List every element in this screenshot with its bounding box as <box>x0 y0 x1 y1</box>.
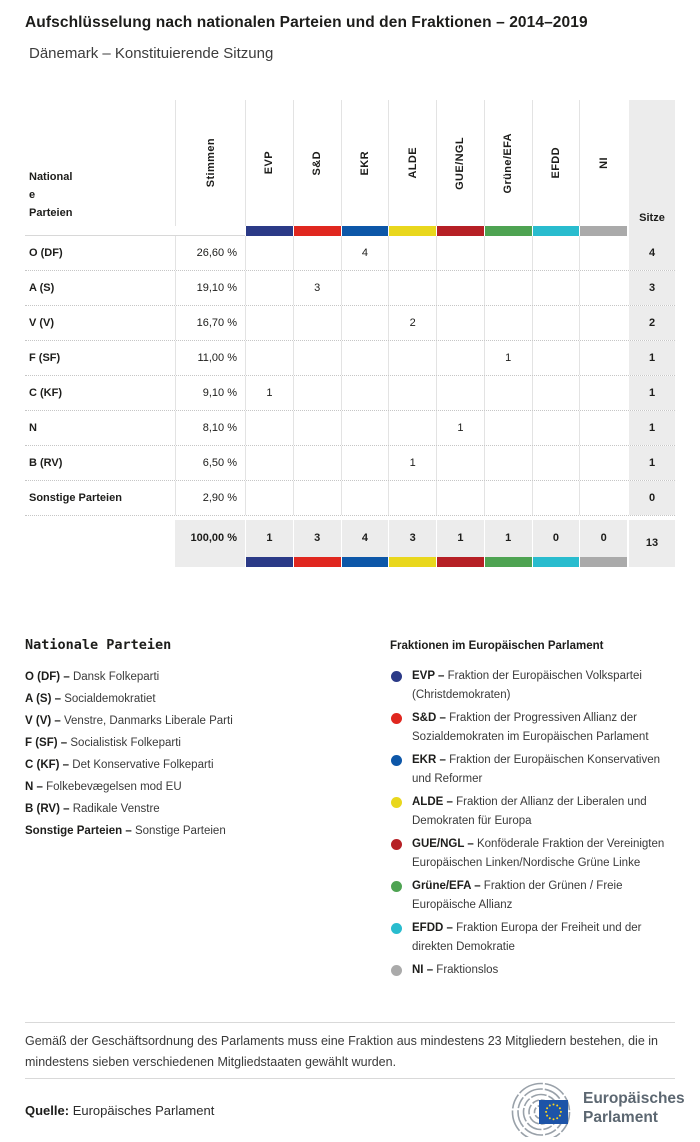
total-value: 4 <box>361 532 368 544</box>
seats-cell: 4 <box>627 236 675 270</box>
seats-cell: 1 <box>627 411 675 445</box>
header-faction-sd: S&D <box>293 100 341 226</box>
logo-wordmark: Europäisches Parlament <box>583 1090 685 1126</box>
faction-seats-cell <box>484 306 532 340</box>
faction-seats-cell <box>579 306 627 340</box>
faction-seats-cell <box>532 341 580 375</box>
faction-seats-cell <box>532 236 580 270</box>
legend-party-item: C (KF) – Det Konservative Folkeparti <box>25 759 214 771</box>
parliament-hemicycle-icon <box>506 1079 578 1137</box>
page-subtitle: Dänemark – Konstituierende Sitzung <box>29 45 274 62</box>
divider <box>25 1022 675 1023</box>
header-national-parties-label: Nationale Parteien <box>29 171 73 219</box>
sd-color-dot <box>391 713 402 724</box>
faction-seats-cell: 3 <box>293 271 341 305</box>
faction-color-bar-ni <box>579 226 627 236</box>
guengl-color-dot <box>391 839 402 850</box>
seats-cell: 1 <box>627 341 675 375</box>
faction-seats-cell <box>245 341 293 375</box>
faction-seats-cell <box>388 341 436 375</box>
faction-seats-cell: 2 <box>388 306 436 340</box>
table-row <box>25 376 675 411</box>
party-name: C (KF) <box>29 387 62 399</box>
legend-faction-item: S&D – Fraktion der Progressiven Allianz der Sozialdemokraten im Europäischen Parlament <box>390 709 675 747</box>
faction-seats-cell <box>341 446 389 480</box>
faction-seats-cell <box>484 446 532 480</box>
total-votes-cell: 100,00 % <box>175 520 245 567</box>
party-name: F (SF) <box>29 352 61 364</box>
total-value: 1 <box>457 532 464 544</box>
header-faction-evp: EVP <box>245 100 293 226</box>
source-line <box>25 1103 214 1118</box>
source-value: Europäisches Parlament <box>72 1103 215 1118</box>
faction-seats-cell <box>388 236 436 270</box>
faction-seats-cell <box>579 376 627 410</box>
legend-party-item: Sonstige Parteien – Sonstige Parteien <box>25 825 226 837</box>
legend-faction-item: EFDD – Fraktion Europa der Freiheit und der direkten Demokratie <box>390 919 675 957</box>
faction-seats-cell <box>579 481 627 515</box>
table-header <box>25 100 675 236</box>
seats-cell: 3 <box>627 271 675 305</box>
faction-seats-cell: 1 <box>484 341 532 375</box>
faction-seats-cell <box>436 271 484 305</box>
faction-seats-cell <box>579 341 627 375</box>
faction-seats-cell <box>293 481 341 515</box>
votes-cell: 16,70 % <box>175 306 245 340</box>
legend-party-item: B (RV) – Radikale Venstre <box>25 803 160 815</box>
footnote: Gemäß der Geschäftsordnung des Parlaments muss eine Fraktion aus mindestens 23 Mitgliedern bestehen, die in mindestens sieben verschiedenen Mitgliedstaaten gewählt wurden. <box>25 1034 658 1069</box>
party-name: O (DF) <box>29 247 63 259</box>
total-value: 0 <box>600 532 607 544</box>
faction-seats-cell <box>484 376 532 410</box>
faction-color-bar-guengl <box>437 557 484 567</box>
faction-seats-cell <box>579 446 627 480</box>
faction-seats-cell <box>388 481 436 515</box>
faction-seats-cell <box>245 306 293 340</box>
faction-seats-cell <box>245 446 293 480</box>
faction-seats-cell <box>579 411 627 445</box>
faction-seats-cell: 4 <box>341 236 389 270</box>
faction-seats-cell <box>436 236 484 270</box>
votes-cell: 8,10 % <box>175 411 245 445</box>
faction-seats-cell: 1 <box>436 411 484 445</box>
faction-color-bar-efdd <box>532 226 580 236</box>
header-sitze: Sitze <box>627 100 675 236</box>
faction-color-bar-gruene-efa <box>485 557 532 567</box>
party-name: B (RV) <box>29 457 63 469</box>
faction-color-bar-ekr <box>342 557 389 567</box>
header-faction-efdd: EFDD <box>532 100 580 226</box>
faction-color-bar-ni <box>580 557 627 567</box>
legend-faction-item: GUE/NGL – Konföderale Fraktion der Vereinigten Europäischen Linken/Nordische Grüne Linke <box>390 835 675 873</box>
page-title: Aufschlüsselung nach nationalen Parteien und den Fraktionen – 2014–2019 <box>25 14 588 31</box>
header-faction-ni: NI <box>579 100 627 226</box>
faction-seats-cell <box>579 236 627 270</box>
legend-factions-heading: Fraktionen im Europäischen Parlament <box>390 640 604 652</box>
faction-seats-cell <box>341 306 389 340</box>
legend-factions <box>390 637 675 984</box>
legend-faction-item: EKR – Fraktion der Europäischen Konservativen und Reformer <box>390 751 675 789</box>
total-faction-cell <box>436 520 484 567</box>
legend-faction-item: ALDE – Fraktion der Allianz der Liberalen und Demokraten für Europa <box>390 793 675 831</box>
header-faction-ekr: EKR <box>341 100 389 226</box>
faction-seats-cell <box>245 411 293 445</box>
total-faction-cell <box>388 520 436 567</box>
votes-cell: 11,00 % <box>175 341 245 375</box>
legend-party-item: F (SF) – Socialistisk Folkeparti <box>25 737 181 749</box>
faction-seats-cell <box>532 271 580 305</box>
total-faction-cell <box>484 520 532 567</box>
table-row <box>25 236 675 271</box>
total-value: 0 <box>552 532 559 544</box>
faction-color-bar-sd <box>294 557 341 567</box>
party-name: Sonstige Parteien <box>29 492 122 504</box>
party-name: N <box>29 422 37 434</box>
legend-faction-item: NI – Fraktionslos <box>390 961 675 980</box>
faction-color-bar-alde <box>388 226 436 236</box>
legend-party-item: A (S) – Socialdemokratiet <box>25 693 156 705</box>
legend-party-item: O (DF) – Dansk Folkeparti <box>25 671 160 683</box>
total-value: 3 <box>314 532 321 544</box>
faction-seats-cell <box>436 341 484 375</box>
total-value: 1 <box>505 532 512 544</box>
efdd-color-dot <box>391 923 402 934</box>
faction-color-bar-guengl <box>436 226 484 236</box>
gruene-efa-color-dot <box>391 881 402 892</box>
header-national-parties <box>25 100 175 236</box>
faction-color-bar-alde <box>389 557 436 567</box>
votes-cell: 26,60 % <box>175 236 245 270</box>
seats-cell: 1 <box>627 446 675 480</box>
table-row <box>25 481 675 516</box>
faction-seats-cell: 1 <box>388 446 436 480</box>
header-faction-gruene-efa: Grüne/EFA <box>484 100 532 226</box>
faction-seats-cell <box>484 411 532 445</box>
faction-seats-cell <box>341 376 389 410</box>
faction-seats-cell <box>293 446 341 480</box>
faction-seats-cell <box>341 271 389 305</box>
votes-cell: 6,50 % <box>175 446 245 480</box>
alde-color-dot <box>391 797 402 808</box>
votes-cell: 9,10 % <box>175 376 245 410</box>
table-row <box>25 411 675 446</box>
faction-seats-cell <box>532 306 580 340</box>
table-total-row <box>25 520 675 567</box>
ekr-color-dot <box>391 755 402 766</box>
faction-seats-cell <box>341 481 389 515</box>
total-empty-cell <box>25 520 175 567</box>
faction-seats-cell <box>388 411 436 445</box>
faction-seats-cell <box>436 481 484 515</box>
total-faction-cell <box>532 520 580 567</box>
faction-seats-cell <box>532 481 580 515</box>
party-name: V (V) <box>29 317 55 329</box>
party-name: A (S) <box>29 282 55 294</box>
faction-seats-cell <box>436 376 484 410</box>
header-faction-guengl: GUE/NGL <box>436 100 484 226</box>
faction-seats-cell <box>484 481 532 515</box>
faction-seats-cell <box>532 446 580 480</box>
source-label: Quelle: <box>25 1103 70 1118</box>
faction-color-bar-sd <box>293 226 341 236</box>
faction-color-bar-ekr <box>341 226 389 236</box>
header-stimmen: Stimmen <box>175 100 245 226</box>
faction-seats-cell <box>532 411 580 445</box>
faction-seats-cell <box>245 481 293 515</box>
total-value: 3 <box>409 532 416 544</box>
faction-seats-cell <box>436 306 484 340</box>
votes-cell: 2,90 % <box>175 481 245 515</box>
faction-seats-cell <box>436 446 484 480</box>
total-faction-cell <box>293 520 341 567</box>
table-row <box>25 271 675 306</box>
faction-seats-cell <box>293 411 341 445</box>
header-faction-alde: ALDE <box>388 100 436 226</box>
faction-seats-cell <box>245 236 293 270</box>
european-parliament-logo <box>506 1079 685 1137</box>
legends <box>25 637 675 984</box>
faction-seats-cell <box>293 306 341 340</box>
faction-seats-cell <box>341 411 389 445</box>
faction-color-bar-gruene-efa <box>484 226 532 236</box>
table-row <box>25 341 675 376</box>
faction-seats-cell <box>388 376 436 410</box>
seats-table <box>25 100 675 567</box>
faction-seats-cell <box>293 376 341 410</box>
total-faction-cell <box>579 520 627 567</box>
seats-cell: 0 <box>627 481 675 515</box>
faction-seats-cell <box>579 271 627 305</box>
legend-parties-heading: Nationale Parteien <box>25 637 172 653</box>
votes-cell: 19,10 % <box>175 271 245 305</box>
faction-seats-cell <box>532 376 580 410</box>
faction-seats-cell <box>245 271 293 305</box>
legend-national-parties <box>25 637 390 984</box>
legend-party-item: N – Folkebevægelsen mod EU <box>25 781 182 793</box>
seats-cell: 1 <box>627 376 675 410</box>
faction-seats-cell <box>388 271 436 305</box>
total-seats-cell: 13 <box>627 520 675 567</box>
evp-color-dot <box>391 671 402 682</box>
faction-seats-cell <box>341 341 389 375</box>
table-row <box>25 446 675 481</box>
faction-seats-cell <box>484 271 532 305</box>
seats-cell: 2 <box>627 306 675 340</box>
table-row <box>25 306 675 341</box>
legend-party-item: V (V) – Venstre, Danmarks Liberale Parti <box>25 715 233 727</box>
total-faction-cell <box>341 520 389 567</box>
legend-faction-item: EVP – Fraktion der Europäischen Volkspartei (Christdemokraten) <box>390 667 675 705</box>
faction-color-bar-evp <box>245 226 293 236</box>
total-faction-cell <box>245 520 293 567</box>
faction-seats-cell <box>293 341 341 375</box>
faction-seats-cell <box>293 236 341 270</box>
faction-seats-cell: 1 <box>245 376 293 410</box>
total-value: 1 <box>266 532 273 544</box>
faction-color-bar-evp <box>246 557 293 567</box>
legend-faction-item: Grüne/EFA – Fraktion der Grünen / Freie Europäische Allianz <box>390 877 675 915</box>
faction-color-bar-efdd <box>533 557 580 567</box>
ni-color-dot <box>391 965 402 976</box>
faction-seats-cell <box>484 236 532 270</box>
